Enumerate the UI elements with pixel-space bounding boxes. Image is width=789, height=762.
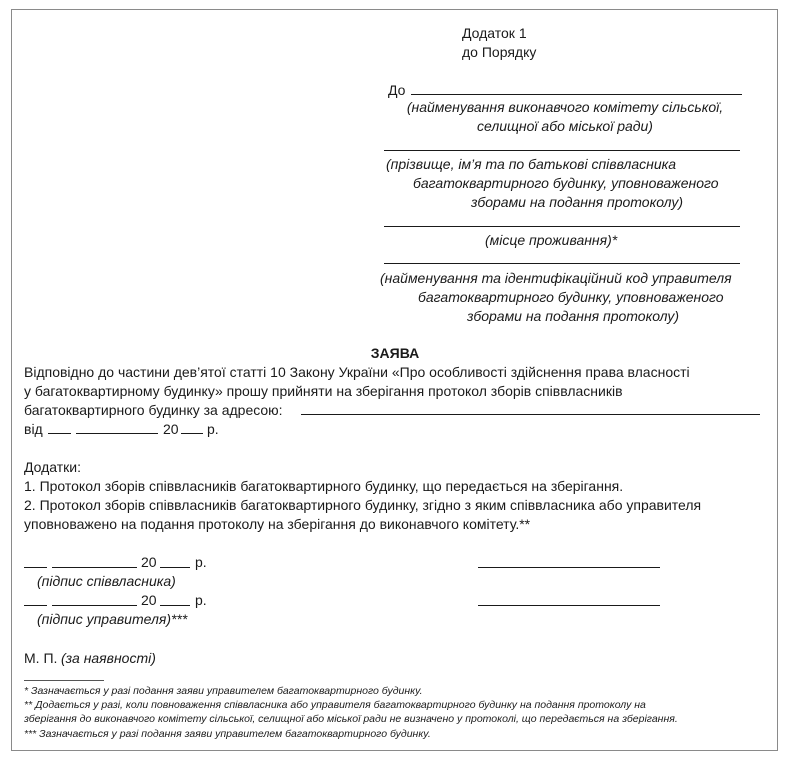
committee-hint-line-1: (найменування виконавчого комітету сільської, [406, 99, 724, 115]
manager-sign-day-field[interactable] [24, 605, 47, 606]
owner-name-field[interactable] [384, 150, 740, 151]
manager-hint-line-1: (найменування та ідентифікаційний код управителя [380, 270, 732, 286]
manager-name-field[interactable] [384, 263, 740, 264]
date-year-prefix: 20 [163, 421, 179, 437]
attachment-item-1: 1. Протокол зборів співвласників багатоквартирного будинку, що передається на зберігання. [24, 478, 624, 494]
footnote-1: * Зазначається у разі подання заяви управителем багатоквартирного будинку. [24, 685, 423, 697]
owner-hint-line-3: зборами на подання протоколу) [471, 194, 684, 210]
seal-label: М. П. [24, 650, 58, 666]
owner-sign-year-field[interactable] [160, 567, 190, 568]
manager-sign-suffix: р. [195, 592, 207, 608]
to-label: До [388, 82, 406, 98]
footnote-2-line-1: ** Додається у разі, коли повноваження співвласника або управителя багатоквартирного будинку на подання протоколу на [24, 699, 646, 711]
body-line-1: Відповідно до частини дев’ятої статті 10 Закону України «Про особливості здійснення права власності [24, 364, 690, 380]
owner-sign-month-field[interactable] [52, 567, 137, 568]
owner-sign-year-prefix: 20 [141, 554, 157, 570]
attachment-item-2-line-1: 2. Протокол зборів співвласників багатоквартирного будинку, згідно з яким співвласника або управителя [24, 497, 702, 513]
appendix-line-2: до Порядку [462, 44, 537, 60]
date-year-field[interactable] [181, 433, 203, 434]
manager-sign-year-field[interactable] [160, 605, 190, 606]
manager-signature-field[interactable] [478, 605, 660, 606]
attachment-item-2-line-2: уповноважено на подання протоколу на зберігання до виконавчого комітету.** [24, 516, 531, 532]
date-day-field[interactable] [48, 433, 71, 434]
body-line-3: багатоквартирного будинку за адресою: [24, 402, 283, 418]
manager-signature-hint: (підпис управителя)*** [37, 611, 188, 627]
owner-sign-day-field[interactable] [24, 567, 47, 568]
footnote-separator [24, 680, 104, 681]
address-field[interactable] [301, 414, 760, 415]
footnote-2-line-2: зберігання до виконавчого комітету сільської, селищної або міської ради не визначено у протоколі, що передається на зберігання. [24, 713, 678, 725]
owner-hint-line-2: багатоквартирного будинку, уповноваженого [413, 175, 719, 191]
committee-name-field[interactable] [411, 94, 742, 95]
body-line-2: у багатоквартирному будинку» прошу прийняти на зберігання протокол зборів співвласників [24, 383, 623, 399]
residence-hint: (місце проживання)* [485, 232, 618, 248]
footnote-3: *** Зазначається у разі подання заяви управителем багатоквартирного будинку. [24, 728, 431, 740]
appendix-line-1: Додаток 1 [462, 25, 527, 41]
manager-sign-month-field[interactable] [52, 605, 137, 606]
committee-hint-line-2: селищної або міської ради) [477, 118, 653, 134]
owner-sign-suffix: р. [195, 554, 207, 570]
date-from-label: від [24, 421, 43, 437]
attachments-heading: Додатки: [24, 459, 82, 475]
date-month-field[interactable] [76, 433, 158, 434]
manager-hint-line-3: зборами на подання протоколу) [467, 308, 680, 324]
date-suffix: р. [207, 421, 219, 437]
owner-signature-hint: (підпис співвласника) [37, 573, 176, 589]
owner-signature-field[interactable] [478, 567, 660, 568]
manager-hint-line-2: багатоквартирного будинку, уповноваженого [418, 289, 724, 305]
residence-field[interactable] [384, 226, 740, 227]
owner-hint-line-1: (прізвище, ім’я та по батькові співвласника [386, 156, 677, 172]
document-title: ЗАЯВА [370, 345, 420, 361]
manager-sign-year-prefix: 20 [141, 592, 157, 608]
seal-hint: (за наявності) [61, 650, 156, 666]
